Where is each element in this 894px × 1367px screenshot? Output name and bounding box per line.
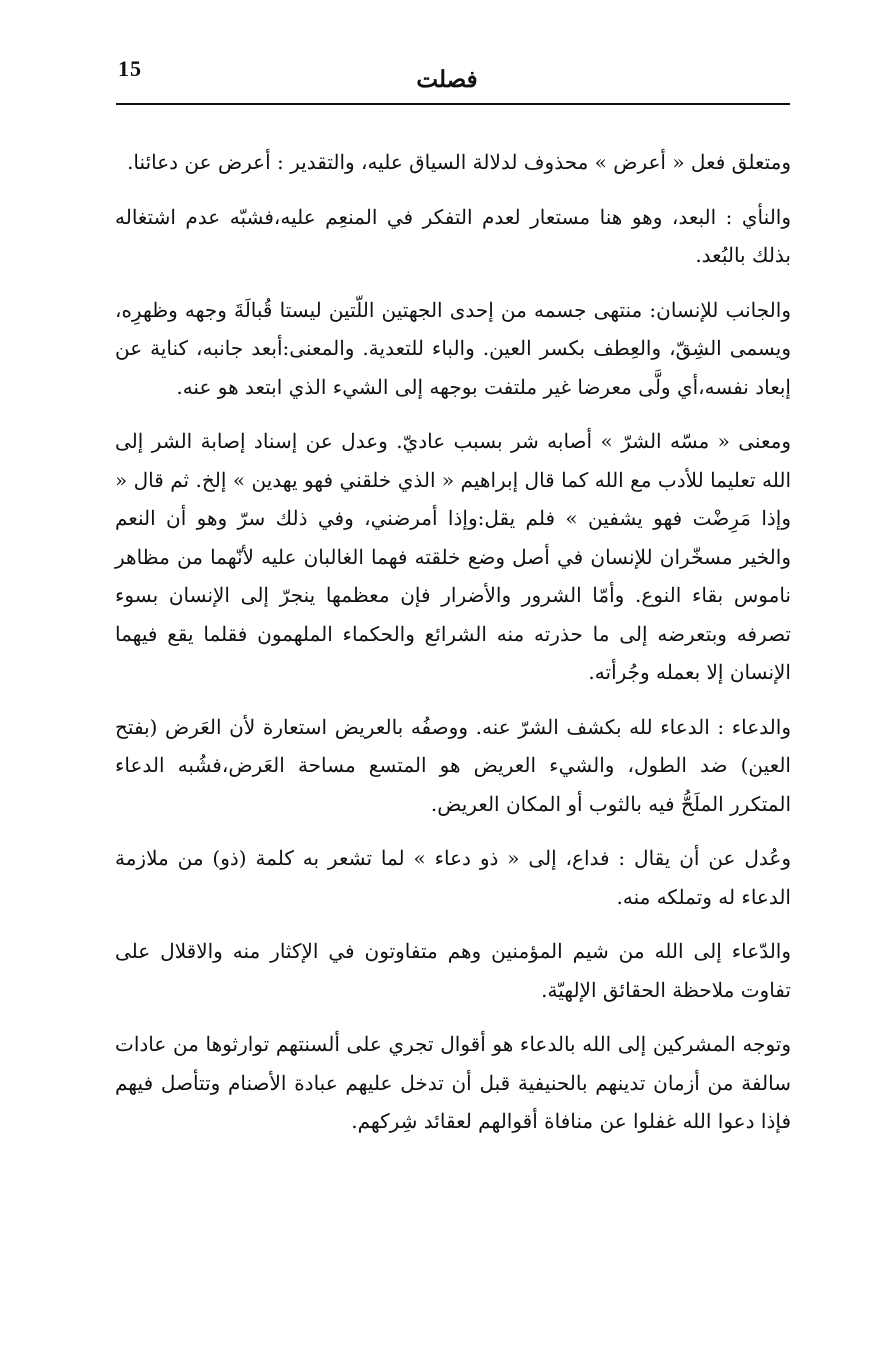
running-title xyxy=(0,66,894,93)
page-number: 15 xyxy=(118,56,142,81)
paragraph: والدعاء : الدعاء لله بكشف الشرّ عنه. ووصفُه بالعريض استعارة لأن العَرض (بفتح العين) ضد الطول، والشيء العريض هو المتسع مساحة العَرض،فشُبه الدعاء المتكرر الملَحُّ فيه بالثوب أو المكان العريض. xyxy=(115,714,791,816)
paragraph: ومتعلق فعل « أعرض » محذوف لدلالة السياق عليه، والتقدير : أعرض عن دعائنا. xyxy=(127,150,791,174)
running-title-text: فصلت xyxy=(416,66,478,93)
header-rule xyxy=(116,103,790,105)
paragraph: والدّعاء إلى الله من شيم المؤمنين وهم متفاوتون في الإكثار منه والاقلال على تفاوت ملاحظة الحقائق الإلهيّة. xyxy=(115,939,791,1002)
paragraph: وعُدل عن أن يقال : فداع، إلى « ذو دعاء » لما تشعر به كلمة (ذو) من ملازمة الدعاء له وتملكه منه. xyxy=(115,846,791,909)
paragraph: وتوجه المشركين إلى الله بالدعاء هو أقوال تجري على ألسنتهم توارثوها من عادات سالفة من أزمان تدينهم بالحنيفية قبل أن تدخل عليهم عبادة الأصنام وتتأصل فيهم فإذا دعوا الله غفلوا عن منافاة أقوالهم لعقائد شِركهم. xyxy=(115,1032,791,1133)
body-text xyxy=(115,143,791,1157)
paragraph: والنأي : البعد، وهو هنا مستعار لعدم التفكر في المنعِم عليه،فشبّه عدم اشتغاله بذلك بالبُعد. xyxy=(115,204,791,267)
paragraph: ومعنى « مسّه الشرّ » أصابه شر بسبب عاديّ. وعدل عن إسناد إصابة الشر إلى الله تعليما للأدب مع الله كما قال إبراهيم « الذي خلقني فهو يهدين » إلخ. ثم قال « وإذا مَرِضْت فهو يشفين » فلم يقل:وإذا أمرضني، وفي ذلك سرّ وهو أن النعم والخير مسخّران للإنسان في أصل وضع خلقته فهما الغالبان عليه لأنّهما من مظاهر ناموس بقاء النوع. وأمّا الشرور والأضرار فإن معظمها ينجرّ إلى الإنسان بسوء تصرفه وبتعرضه إلى ما حذرته منه الشرائع والحكماء الملهمون فقلما يقع فيهما الإنسان إلا بعمله وجُرأته. xyxy=(115,429,791,684)
paragraph: والجانب للإنسان: منتهى جسمه من إحدى الجهتين اللّتين ليستا قُبالَةَ وجهه وظهرِه، ويسمى الشِقّ، والعِطف بكسر العين. والباء للتعدية. والمعنى:أبعد جانبه، كناية عن إبعاد نفسه،أي ولَّى معرضا غير ملتفت بوجهه إلى الشيء الذي ابتعد هو عنه. xyxy=(115,297,791,399)
